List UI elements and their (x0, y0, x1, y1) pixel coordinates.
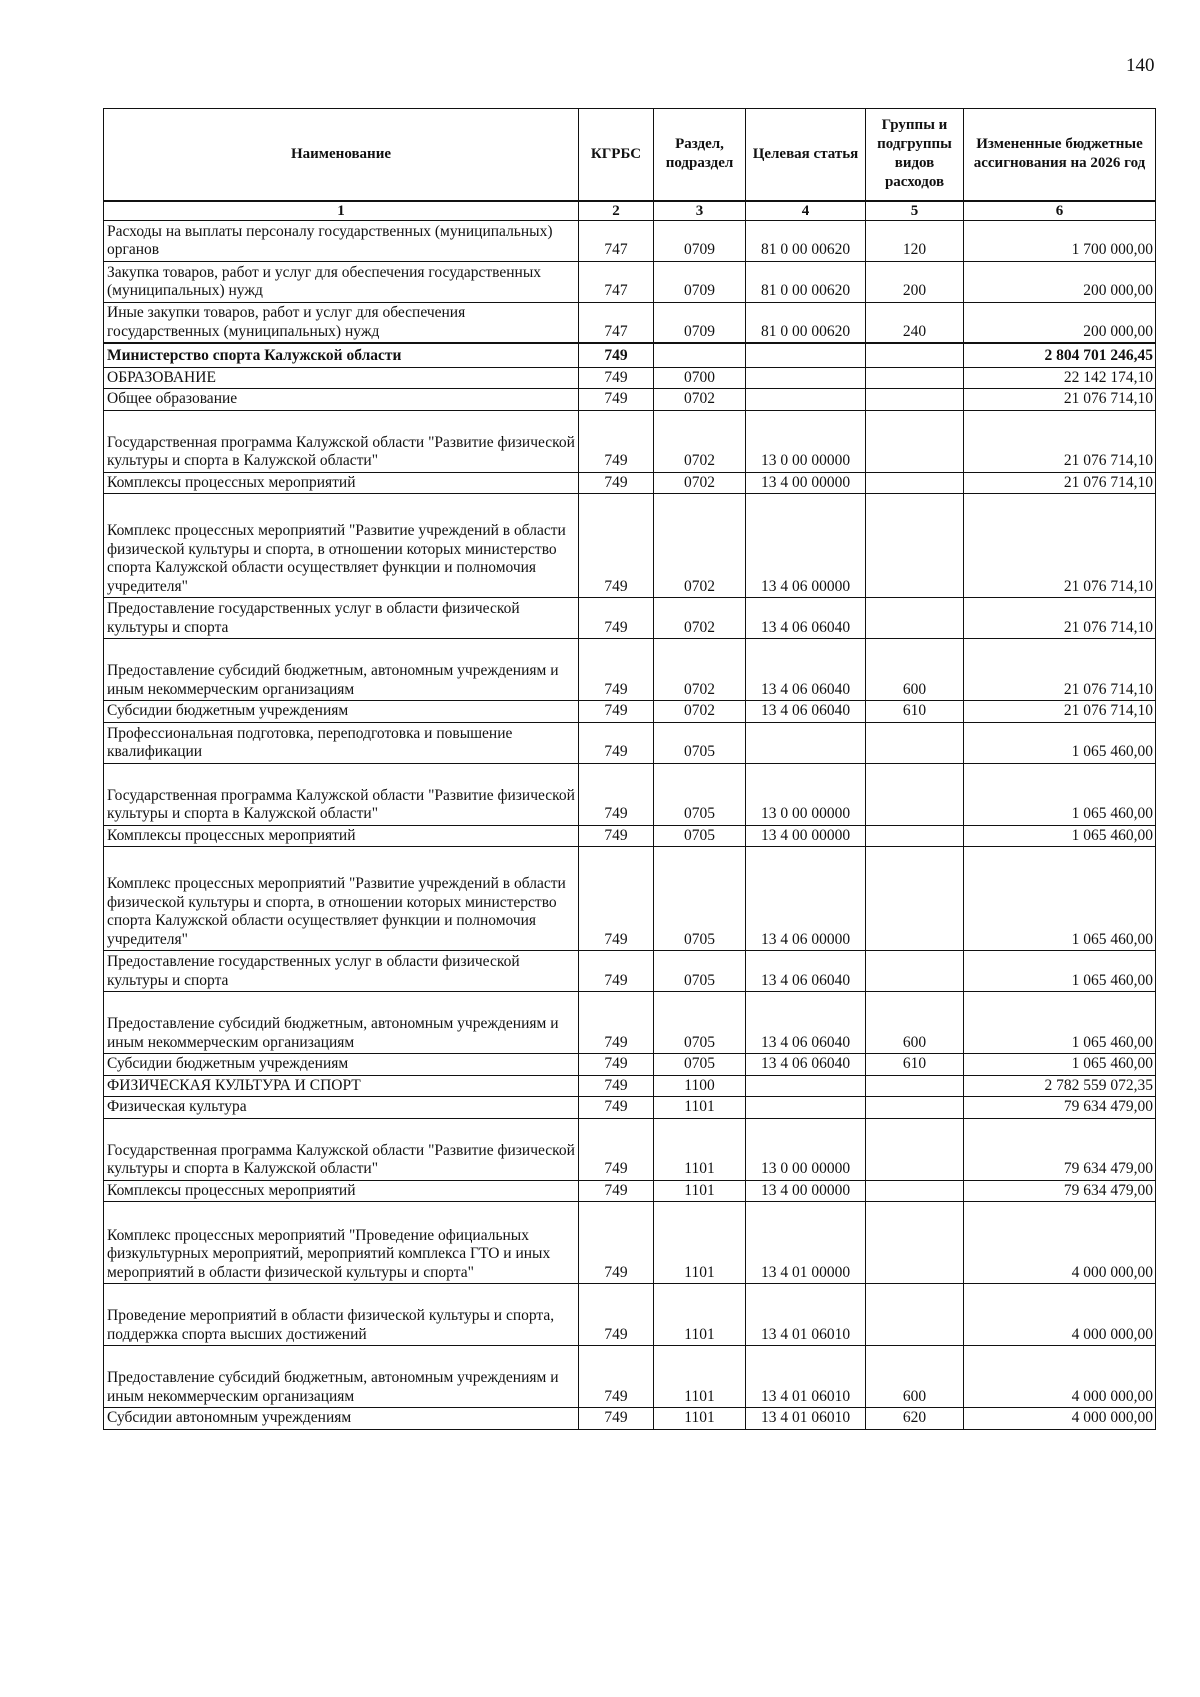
cell-group (866, 951, 964, 992)
cell-kgrbs: 747 (579, 220, 654, 261)
cell-target: 13 4 01 06010 (746, 1346, 866, 1408)
cell-amount: 1 065 460,00 (964, 825, 1156, 847)
cell-kgrbs: 749 (579, 1346, 654, 1408)
cell-section: 0702 (654, 410, 746, 472)
table-row (104, 389, 1156, 411)
cell-name: Комплекс процессных мероприятий "Развитие учреждений в области физической культуры и спорта, в отношении которых министерство спорта Калужской области осуществляет функции и полномочия учредителя" (104, 494, 579, 598)
cell-section: 0702 (654, 494, 746, 598)
table-row (104, 1097, 1156, 1119)
cell-section: 0705 (654, 722, 746, 763)
table-body (104, 220, 1156, 1429)
table-row (104, 1202, 1156, 1284)
cell-target: 13 4 01 06010 (746, 1408, 866, 1430)
column-number: 4 (746, 201, 866, 221)
cell-section: 1101 (654, 1346, 746, 1408)
cell-name: Субсидии автономным учреждениям (104, 1408, 579, 1430)
cell-target: 81 0 00 00620 (746, 302, 866, 343)
cell-kgrbs: 749 (579, 951, 654, 992)
cell-kgrbs: 749 (579, 1284, 654, 1346)
cell-name: Физическая культура (104, 1097, 579, 1119)
cell-kgrbs: 749 (579, 763, 654, 825)
cell-target: 13 4 06 06040 (746, 1054, 866, 1076)
cell-group: 240 (866, 302, 964, 343)
table-row (104, 1054, 1156, 1076)
column-numbers-row (104, 201, 1156, 221)
cell-amount: 79 634 479,00 (964, 1118, 1156, 1180)
cell-section: 1101 (654, 1408, 746, 1430)
cell-section: 0705 (654, 825, 746, 847)
cell-section: 0705 (654, 1054, 746, 1076)
cell-name: Комплексы процессных мероприятий (104, 472, 579, 494)
cell-name: ФИЗИЧЕСКАЯ КУЛЬТУРА И СПОРТ (104, 1075, 579, 1097)
cell-target (746, 722, 866, 763)
cell-section: 1101 (654, 1180, 746, 1202)
cell-amount: 4 000 000,00 (964, 1202, 1156, 1284)
cell-name: Комплекс процессных мероприятий "Проведение официальных физкультурных мероприятий, мероприятий комплекса ГТО и иных мероприятий в области физической культуры и спорта" (104, 1202, 579, 1284)
cell-kgrbs: 749 (579, 722, 654, 763)
cell-kgrbs: 747 (579, 261, 654, 302)
table-row (104, 825, 1156, 847)
cell-group (866, 494, 964, 598)
cell-amount: 21 076 714,10 (964, 639, 1156, 701)
cell-target: 13 4 06 06040 (746, 701, 866, 723)
header-row (104, 109, 1156, 201)
cell-section: 0700 (654, 367, 746, 389)
cell-section: 0709 (654, 220, 746, 261)
cell-kgrbs: 749 (579, 1180, 654, 1202)
cell-name: Предоставление субсидий бюджетным, автономным учреждениям и иным некоммерческим организациям (104, 992, 579, 1054)
table-row (104, 220, 1156, 261)
budget-table (103, 108, 1156, 1430)
cell-name: Государственная программа Калужской области "Развитие физической культуры и спорта в Калужской области" (104, 410, 579, 472)
table-row (104, 639, 1156, 701)
cell-group (866, 1180, 964, 1202)
cell-amount: 21 076 714,10 (964, 410, 1156, 472)
cell-group: 600 (866, 992, 964, 1054)
header-name: Наименование (104, 109, 579, 201)
header-target: Целевая статья (746, 109, 866, 201)
cell-group (866, 598, 964, 639)
cell-amount: 1 065 460,00 (964, 763, 1156, 825)
page-number: 140 (1126, 55, 1155, 76)
cell-section: 1101 (654, 1118, 746, 1180)
cell-kgrbs: 749 (579, 847, 654, 951)
cell-section: 0702 (654, 472, 746, 494)
cell-amount: 2 804 701 246,45 (964, 343, 1156, 367)
cell-group (866, 1097, 964, 1119)
cell-group (866, 472, 964, 494)
cell-name: Общее образование (104, 389, 579, 411)
cell-target (746, 343, 866, 367)
cell-group (866, 825, 964, 847)
table-row (104, 261, 1156, 302)
cell-amount: 79 634 479,00 (964, 1180, 1156, 1202)
table-row (104, 1075, 1156, 1097)
cell-target: 13 4 06 00000 (746, 494, 866, 598)
cell-name: Комплекс процессных мероприятий "Развитие учреждений в области физической культуры и спорта, в отношении которых министерство спорта Калужской области осуществляет функции и полномочия учредителя" (104, 847, 579, 951)
cell-group (866, 722, 964, 763)
cell-amount: 1 700 000,00 (964, 220, 1156, 261)
cell-kgrbs: 749 (579, 598, 654, 639)
cell-amount: 1 065 460,00 (964, 992, 1156, 1054)
cell-name: Комплексы процессных мероприятий (104, 825, 579, 847)
table-row (104, 1346, 1156, 1408)
cell-group (866, 847, 964, 951)
column-number: 6 (964, 201, 1156, 221)
cell-section: 0709 (654, 302, 746, 343)
table-row (104, 992, 1156, 1054)
cell-section: 1101 (654, 1202, 746, 1284)
cell-section: 1101 (654, 1284, 746, 1346)
cell-target (746, 1075, 866, 1097)
cell-target (746, 389, 866, 411)
cell-amount: 22 142 174,10 (964, 367, 1156, 389)
cell-target: 13 4 01 06010 (746, 1284, 866, 1346)
table-row (104, 367, 1156, 389)
cell-kgrbs: 749 (579, 825, 654, 847)
column-number: 1 (104, 201, 579, 221)
cell-name: Предоставление субсидий бюджетным, автономным учреждениям и иным некоммерческим организациям (104, 639, 579, 701)
cell-amount: 21 076 714,10 (964, 701, 1156, 723)
table-row (104, 1284, 1156, 1346)
cell-group (866, 763, 964, 825)
cell-name: Профессиональная подготовка, переподготовка и повышение квалификации (104, 722, 579, 763)
cell-name: Закупка товаров, работ и услуг для обеспечения государственных (муниципальных) нужд (104, 261, 579, 302)
cell-group (866, 343, 964, 367)
table-row (104, 472, 1156, 494)
cell-amount: 4 000 000,00 (964, 1408, 1156, 1430)
cell-target: 13 0 00 00000 (746, 1118, 866, 1180)
cell-section: 0705 (654, 992, 746, 1054)
cell-amount: 21 076 714,10 (964, 472, 1156, 494)
cell-group: 600 (866, 639, 964, 701)
cell-kgrbs: 749 (579, 1408, 654, 1430)
cell-group (866, 1202, 964, 1284)
cell-section: 1100 (654, 1075, 746, 1097)
table-row (104, 701, 1156, 723)
cell-kgrbs: 749 (579, 1075, 654, 1097)
cell-kgrbs: 749 (579, 389, 654, 411)
cell-group (866, 1284, 964, 1346)
cell-section: 0709 (654, 261, 746, 302)
table-row (104, 763, 1156, 825)
cell-amount: 1 065 460,00 (964, 847, 1156, 951)
cell-name: Предоставление государственных услуг в области физической культуры и спорта (104, 598, 579, 639)
cell-group (866, 367, 964, 389)
cell-kgrbs: 749 (579, 1097, 654, 1119)
cell-kgrbs: 749 (579, 992, 654, 1054)
table-row (104, 847, 1156, 951)
cell-name: Комплексы процессных мероприятий (104, 1180, 579, 1202)
table-row (104, 302, 1156, 343)
cell-target (746, 367, 866, 389)
table-row (104, 343, 1156, 367)
cell-group: 610 (866, 701, 964, 723)
cell-name: ОБРАЗОВАНИЕ (104, 367, 579, 389)
table-row (104, 722, 1156, 763)
cell-section: 0705 (654, 847, 746, 951)
cell-amount: 21 076 714,10 (964, 389, 1156, 411)
cell-kgrbs: 749 (579, 1054, 654, 1076)
cell-target: 13 4 06 00000 (746, 847, 866, 951)
cell-amount: 1 065 460,00 (964, 1054, 1156, 1076)
cell-amount: 200 000,00 (964, 302, 1156, 343)
cell-target: 13 0 00 00000 (746, 763, 866, 825)
cell-amount: 4 000 000,00 (964, 1346, 1156, 1408)
table-row (104, 951, 1156, 992)
cell-target: 13 4 06 06040 (746, 992, 866, 1054)
cell-target: 13 4 06 06040 (746, 951, 866, 992)
cell-group: 610 (866, 1054, 964, 1076)
cell-section: 0705 (654, 763, 746, 825)
cell-name: Министерство спорта Калужской области (104, 343, 579, 367)
cell-amount: 1 065 460,00 (964, 951, 1156, 992)
cell-group: 200 (866, 261, 964, 302)
cell-target: 13 4 00 00000 (746, 472, 866, 494)
cell-kgrbs: 749 (579, 1118, 654, 1180)
cell-group: 620 (866, 1408, 964, 1430)
cell-name: Предоставление государственных услуг в области физической культуры и спорта (104, 951, 579, 992)
header-group: Группы и подгруппы видов расходов (866, 109, 964, 201)
cell-amount: 1 065 460,00 (964, 722, 1156, 763)
cell-name: Государственная программа Калужской области "Развитие физической культуры и спорта в Калужской области" (104, 1118, 579, 1180)
table-row (104, 1180, 1156, 1202)
table-row (104, 598, 1156, 639)
table-row (104, 1118, 1156, 1180)
cell-section: 0702 (654, 389, 746, 411)
cell-group (866, 389, 964, 411)
cell-amount: 4 000 000,00 (964, 1284, 1156, 1346)
column-number: 2 (579, 201, 654, 221)
cell-amount: 200 000,00 (964, 261, 1156, 302)
cell-amount: 79 634 479,00 (964, 1097, 1156, 1119)
cell-target: 81 0 00 00620 (746, 220, 866, 261)
cell-group: 120 (866, 220, 964, 261)
header-amount: Измененные бюджетные ассигнования на 2026 год (964, 109, 1156, 201)
cell-target: 13 4 06 06040 (746, 598, 866, 639)
table-row (104, 410, 1156, 472)
cell-section: 0702 (654, 639, 746, 701)
cell-kgrbs: 749 (579, 639, 654, 701)
cell-section: 1101 (654, 1097, 746, 1119)
cell-group (866, 1075, 964, 1097)
column-number: 3 (654, 201, 746, 221)
cell-name: Предоставление субсидий бюджетным, автономным учреждениям и иным некоммерческим организациям (104, 1346, 579, 1408)
cell-target: 13 4 00 00000 (746, 1180, 866, 1202)
cell-name: Субсидии бюджетным учреждениям (104, 1054, 579, 1076)
cell-target: 13 4 00 00000 (746, 825, 866, 847)
cell-section: 0702 (654, 598, 746, 639)
cell-group (866, 410, 964, 472)
cell-target: 13 0 00 00000 (746, 410, 866, 472)
cell-amount: 2 782 559 072,35 (964, 1075, 1156, 1097)
cell-name: Субсидии бюджетным учреждениям (104, 701, 579, 723)
cell-target: 13 4 01 00000 (746, 1202, 866, 1284)
cell-name: Проведение мероприятий в области физической культуры и спорта, поддержка спорта высших достижений (104, 1284, 579, 1346)
cell-section: 0705 (654, 951, 746, 992)
cell-group: 600 (866, 1346, 964, 1408)
cell-amount: 21 076 714,10 (964, 598, 1156, 639)
cell-kgrbs: 747 (579, 302, 654, 343)
cell-name: Иные закупки товаров, работ и услуг для обеспечения государственных (муниципальных) нужд (104, 302, 579, 343)
cell-section (654, 343, 746, 367)
cell-target (746, 1097, 866, 1119)
header-kgrbs: КГРБС (579, 109, 654, 201)
cell-amount: 21 076 714,10 (964, 494, 1156, 598)
cell-name: Государственная программа Калужской области "Развитие физической культуры и спорта в Калужской области" (104, 763, 579, 825)
table-row (104, 1408, 1156, 1430)
cell-kgrbs: 749 (579, 701, 654, 723)
cell-kgrbs: 749 (579, 494, 654, 598)
table-row (104, 494, 1156, 598)
cell-target: 13 4 06 06040 (746, 639, 866, 701)
cell-group (866, 1118, 964, 1180)
cell-name: Расходы на выплаты персоналу государственных (муниципальных) органов (104, 220, 579, 261)
cell-kgrbs: 749 (579, 343, 654, 367)
cell-target: 81 0 00 00620 (746, 261, 866, 302)
header-section: Раздел, подраздел (654, 109, 746, 201)
column-number: 5 (866, 201, 964, 221)
cell-section: 0702 (654, 701, 746, 723)
cell-kgrbs: 749 (579, 410, 654, 472)
cell-kgrbs: 749 (579, 1202, 654, 1284)
cell-kgrbs: 749 (579, 472, 654, 494)
cell-kgrbs: 749 (579, 367, 654, 389)
